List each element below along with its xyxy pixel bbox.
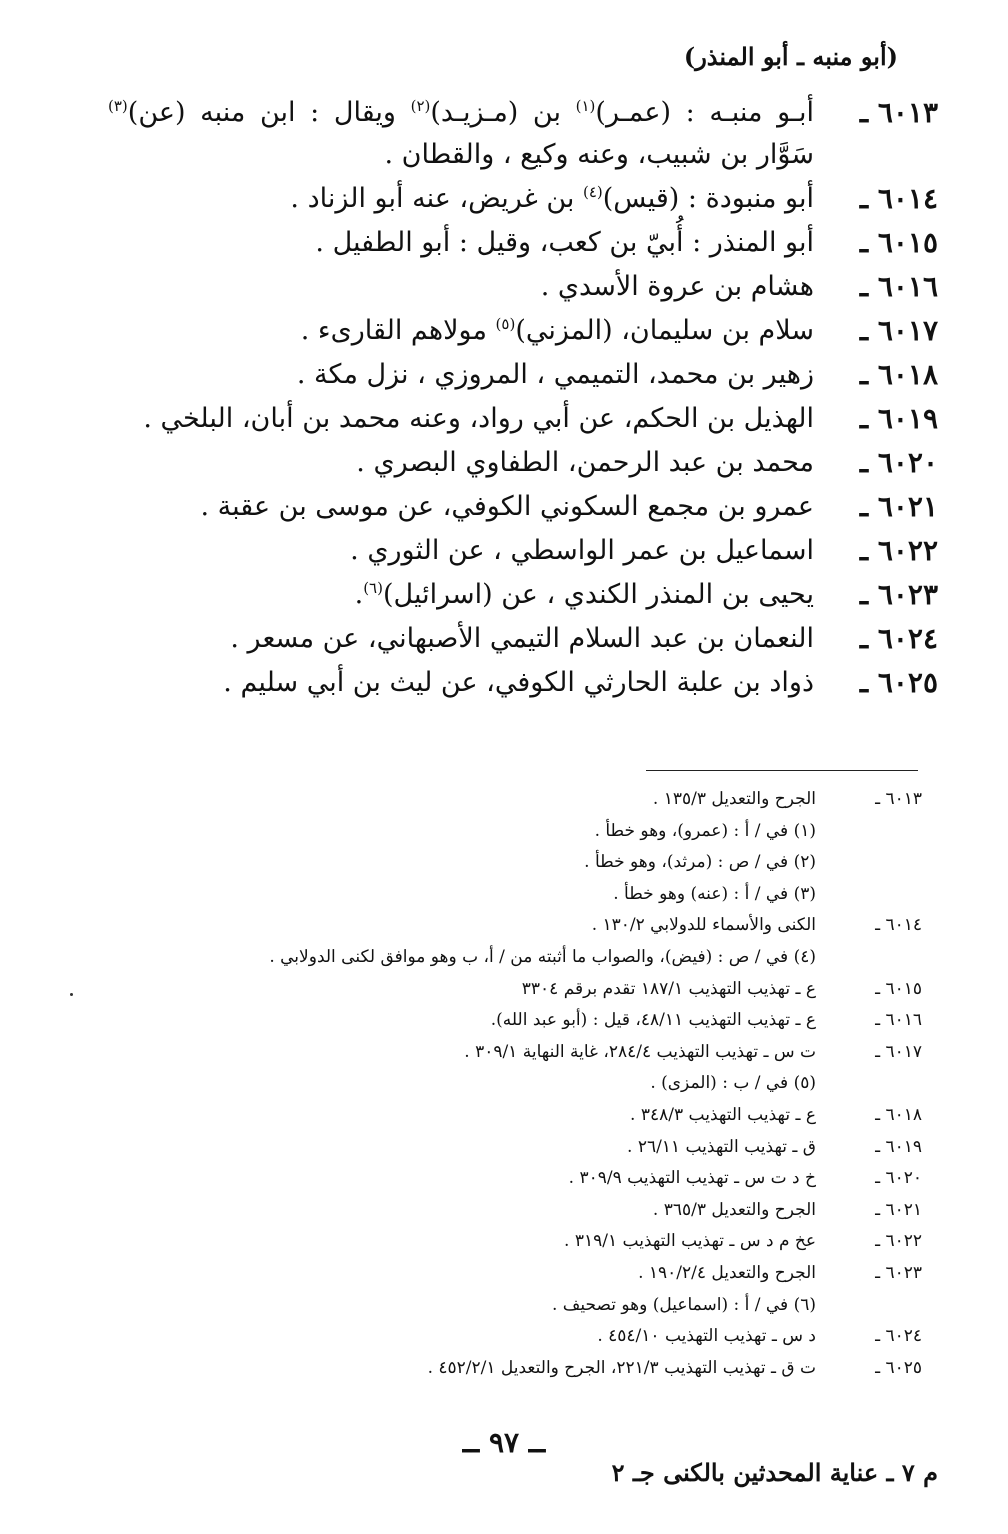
footnote-number bbox=[816, 1290, 922, 1322]
footnote-row bbox=[122, 1258, 922, 1290]
footnote-number: ٦٠٢٤ ـ bbox=[875, 1326, 922, 1347]
footnote-text: (٥) في / ب : (المزى) . bbox=[650, 1073, 816, 1094]
footnote-number: ٦٠١٦ ـ bbox=[875, 1010, 922, 1031]
footnote-row bbox=[122, 974, 922, 1006]
footnote-number bbox=[816, 847, 922, 879]
footnote-row bbox=[122, 910, 922, 942]
footnote-number: ٦٠٢٣ ـ bbox=[875, 1262, 922, 1283]
footnote-text: (٦) في / أ : (اسماعيل) وهو تصحيف . bbox=[551, 1294, 816, 1315]
entry-text: اسماعيل بن عمر الواسطي ، عن الثوري . bbox=[350, 535, 814, 566]
footnote-number: ٦٠٢٢ ـ bbox=[875, 1231, 922, 1252]
footnote-number: ٦٠١٨ ـ bbox=[875, 1104, 922, 1125]
footnote-row bbox=[122, 1353, 922, 1385]
footnote-number bbox=[816, 942, 922, 974]
footnote-row bbox=[122, 1163, 922, 1195]
page-number: ــ ٩٧ ــ bbox=[462, 1426, 546, 1459]
entry-row bbox=[108, 178, 938, 220]
footnotes-list bbox=[122, 784, 922, 1384]
entry-text: هشام بن عروة الأسدي . bbox=[540, 271, 814, 302]
footnote-number bbox=[816, 816, 922, 848]
entry-number: ٦٠٢٣ ـ bbox=[859, 578, 938, 611]
footnote-text: (١) في / أ : (عمرو)، وهو خطأ . bbox=[594, 820, 816, 841]
footnote-text: الجرح والتعديل ١٩٠/٢/٤ . bbox=[638, 1262, 816, 1283]
footnote-number: ٦٠١٤ ـ bbox=[875, 915, 922, 936]
footnote-separator bbox=[646, 770, 918, 771]
footnote-text: الكنى والأسماء للدولابي ١٣٠/٢ . bbox=[591, 915, 816, 936]
entry-number: ٦٠١٦ ـ bbox=[859, 270, 938, 303]
footnote-text: ت س ـ تهذيب التهذيب ٢٨٤/٤، غاية النهاية ٣٠٩/١ . bbox=[464, 1041, 816, 1062]
entry-number: ٦٠٢١ ـ bbox=[859, 490, 938, 523]
entry-row bbox=[108, 310, 938, 352]
footnote-row bbox=[122, 847, 922, 879]
footnote-text: ق ـ تهذيب التهذيب ٢٦/١١ . bbox=[627, 1136, 816, 1157]
entry-row bbox=[108, 662, 938, 704]
entry-row bbox=[108, 398, 938, 440]
footnote-text: الجرح والتعديل ٣٦٥/٣ . bbox=[652, 1199, 816, 1220]
footer-signature: م ٧ ـ عناية المحدثين بالكنى جـ ٢ bbox=[611, 1458, 938, 1487]
entry-row bbox=[108, 92, 938, 176]
entry-number: ٦٠٢٢ ـ bbox=[859, 534, 938, 567]
footnote-row bbox=[122, 1037, 922, 1069]
entry-number: ٦٠١٣ ـ bbox=[859, 96, 938, 129]
footnote-number: ٦٠١٩ ـ bbox=[875, 1136, 922, 1157]
footnote-number: ٦٠١٧ ـ bbox=[875, 1041, 922, 1062]
footnote-row bbox=[122, 816, 922, 848]
footnote-text: (٣) في / أ : (عنه) وهو خطأ . bbox=[613, 883, 816, 904]
footnote-number: ٦٠١٥ ـ bbox=[875, 978, 922, 999]
entry-number: ٦٠١٩ ـ bbox=[859, 402, 938, 435]
footnote-text: (٤) في / ص : (فيض)، والصواب ما أثبته من / أ، ب وهو موافق لكنى الدولابي . bbox=[269, 946, 816, 967]
entry-text: يحيى بن المنذر الكندي ، عن (اسرائيل)$^{(٦)}$. bbox=[354, 579, 814, 610]
entry-text: أبو منبودة : (قيس)$^{(٤)}$ بن غريض، عنه أبو الزناد . bbox=[290, 183, 814, 214]
footnote-text: د س ـ تهذيب التهذيب ٤٥٤/١٠ . bbox=[597, 1326, 816, 1347]
entries-list bbox=[108, 92, 938, 706]
footnote-text: ع ـ تهذيب التهذيب ٤٨/١١، قيل : (أبو عبد الله). bbox=[490, 1010, 816, 1031]
footnote-row bbox=[122, 1100, 922, 1132]
entry-text: زهير بن محمد، التميمي ، المروزي ، نزل مكة . bbox=[296, 359, 814, 390]
entry-row bbox=[108, 442, 938, 484]
footnote-number: ٦٠٢١ ـ bbox=[875, 1199, 922, 1220]
entry-number: ٦٠١٥ ـ bbox=[859, 226, 938, 259]
footnote-row bbox=[122, 1226, 922, 1258]
entry-row bbox=[108, 266, 938, 308]
footnote-text: عخ م د س ـ تهذيب التهذيب ٣١٩/١ . bbox=[564, 1231, 816, 1252]
footnote-number: ٦٠١٣ ـ bbox=[875, 789, 922, 809]
footnote-row bbox=[122, 1321, 922, 1353]
footnote-row bbox=[122, 1132, 922, 1164]
footnote-row bbox=[122, 879, 922, 911]
entry-row bbox=[108, 530, 938, 572]
entry-number: ٦٠٢٠ ـ bbox=[859, 446, 938, 479]
entry-text: سلام بن سليمان، (المزني)$^{(٥)}$ مولاهم القارىء . bbox=[300, 315, 814, 346]
footnote-number bbox=[816, 1068, 922, 1100]
footnote-number bbox=[816, 879, 922, 911]
entry-row bbox=[108, 486, 938, 528]
footnote-text: (٢) في / ص : (مرثد)، وهو خطأ . bbox=[584, 852, 816, 873]
footnote-text: خ د ت س ـ تهذيب التهذيب ٣٠٩/٩ . bbox=[568, 1168, 816, 1189]
entry-row bbox=[108, 222, 938, 264]
entry-text: محمد بن عبد الرحمن، الطفاوي البصري . bbox=[356, 447, 814, 478]
entry-number: ٦٠١٧ ـ bbox=[859, 314, 938, 347]
footnote-row bbox=[122, 784, 922, 816]
footnote-text: ت ق ـ تهذيب التهذيب ٢٢١/٣، الجرح والتعديل ٤٥٢/٢/١ . bbox=[427, 1357, 816, 1378]
entry-row bbox=[108, 618, 938, 660]
footnote-number: ٦٠٢٥ ـ bbox=[875, 1357, 922, 1378]
entry-row bbox=[108, 354, 938, 396]
entry-row bbox=[108, 574, 938, 616]
entry-text: النعمان بن عبد السلام التيمي الأصبهاني، عن مسعر . bbox=[230, 623, 814, 654]
footnote-number: ٦٠٢٠ ـ bbox=[875, 1168, 922, 1189]
footnote-text: ع ـ تهذيب التهذيب ١٨٧/١ تقدم برقم ٣٣٠٤ bbox=[521, 978, 816, 999]
entry-text: أبو المنذر : أُبيّ بن كعب، وقيل : أبو الطفيل . bbox=[315, 227, 814, 258]
entry-number: ٦٠٢٤ ـ bbox=[859, 622, 938, 655]
footnote-row bbox=[122, 1005, 922, 1037]
footnote-row bbox=[122, 1290, 922, 1322]
footnote-text: ع ـ تهذيب التهذيب ٣٤٨/٣ . bbox=[630, 1104, 816, 1125]
entry-number: ٦٠١٤ ـ bbox=[859, 182, 938, 215]
footnote-row bbox=[122, 942, 922, 974]
entry-text: أبـو منبـه : (عمـر)$^{(١)}$ بن (مـزيـد)$^{(٢)}$ ويقال : ابن منبه (عن)$^{(٣)}$ سَوَّار بن شبيب، وعنه وكيع ، والقطان . bbox=[108, 97, 814, 170]
footnote-text: الجرح والتعديل ١٣٥/٣ . bbox=[652, 789, 816, 809]
entry-text: الهذيل بن الحكم، عن أبي رواد، وعنه محمد بن أبان، البلخي . bbox=[143, 403, 814, 434]
entry-text: عمرو بن مجمع السكوني الكوفي، عن موسى بن عقبة . bbox=[200, 491, 814, 522]
running-header: (أبو منبه ـ أبو المنذر) bbox=[683, 42, 898, 71]
entry-number: ٦٠١٨ ـ bbox=[859, 358, 938, 391]
entry-text: ذواد بن علبة الحارثي الكوفي، عن ليث بن أبي سليم . bbox=[223, 667, 814, 698]
entry-number: ٦٠٢٥ ـ bbox=[859, 666, 938, 699]
scan-speck bbox=[70, 993, 73, 996]
footnote-row bbox=[122, 1195, 922, 1227]
footnote-row bbox=[122, 1068, 922, 1100]
